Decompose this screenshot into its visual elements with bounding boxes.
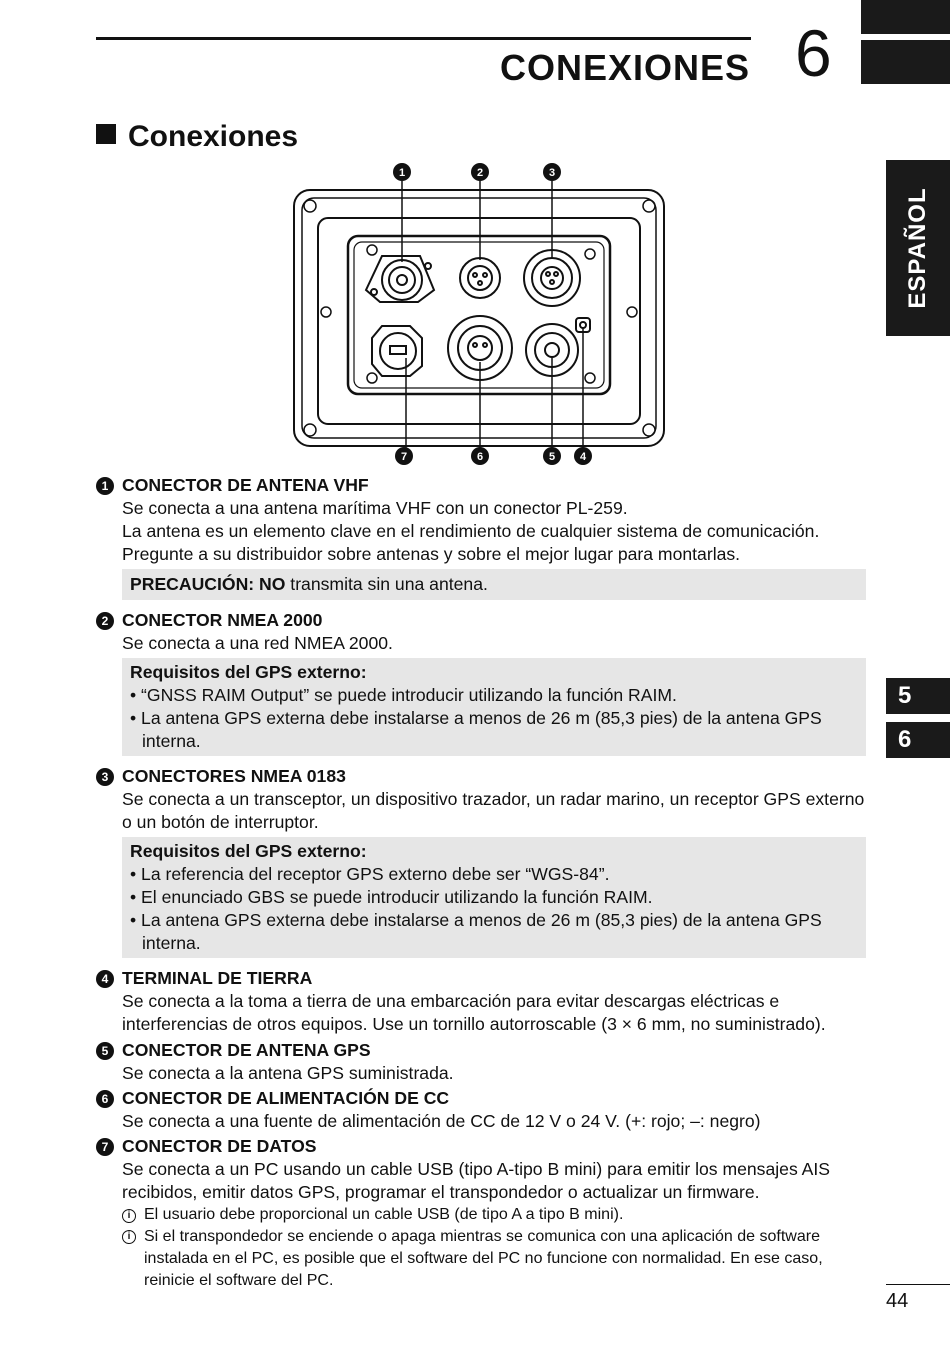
chapter-tab-6: 6 <box>886 722 950 758</box>
nmea0183-connector <box>524 250 580 306</box>
page-number: 44 <box>886 1290 909 1312</box>
callout-6: 6 <box>476 451 484 463</box>
chapter-title: CONEXIONES <box>499 47 750 88</box>
item-text: Se conecta a una fuente de alimentación de CC de 12 V o 24 V. (+: rojo; –: negro) <box>122 1111 761 1131</box>
section-square-icon <box>96 124 116 144</box>
info-note: i Si el transpondedor se enciende o apaga mientras se comunica con una aplicación de software instalada en el PC, es posible que el software del PC no funcione con normalidad. En ese caso, reinicie el software del PC. <box>96 1226 866 1292</box>
callout-5: 5 <box>548 451 556 463</box>
callout-1: 1 <box>398 167 406 179</box>
item-dc-power <box>96 1087 866 1133</box>
item-title: CONECTOR DE ANTENA GPS <box>122 1040 371 1060</box>
item-text: Se conecta a una antena marítima VHF con un conector PL-259. <box>122 498 628 518</box>
item-nmea0183 <box>96 765 866 958</box>
callout-2: 2 <box>476 167 484 179</box>
note-title: Requisitos del GPS externo: <box>130 841 367 861</box>
note-bullet: • “GNSS RAIM Output” se puede introducir utilizando la función RAIM. <box>130 685 677 705</box>
item-title: CONECTOR DE ALIMENTACIÓN DE CC <box>122 1088 450 1108</box>
item-gps-antenna <box>96 1039 866 1085</box>
nmea2000-connector <box>460 258 500 298</box>
item-text: Se conecta a un PC usando un cable USB (tipo A-tipo B mini) para emitir los mensajes AIS recibidos, emitir datos GPS, programar el transpondedor o actualizar un firmware. <box>122 1159 831 1202</box>
connector-panel-diagram <box>280 158 680 470</box>
callout-4: 4 <box>579 451 587 463</box>
item-number-icon: 2 <box>96 612 114 630</box>
note-title: Requisitos del GPS externo: <box>130 662 367 682</box>
language-tab: ESPAÑOL <box>886 160 950 336</box>
item-vhf-antenna <box>96 474 866 600</box>
caution-box: PRECAUCIÓN: NO transmita sin una antena. <box>122 569 866 600</box>
note-bullet: • La antena GPS externa debe instalarse a menos de 26 m (85,3 pies) de la antena GPS interna. <box>130 708 822 751</box>
footer-rule <box>886 1284 950 1285</box>
info-icon: i <box>122 1209 136 1223</box>
callout-3: 3 <box>548 167 556 179</box>
note-bullet: • La antena GPS externa debe instalarse a menos de 26 m (85,3 pies) de la antena GPS interna. <box>130 910 822 953</box>
item-text: Se conecta a la toma a tierra de una embarcación para evitar descargas eléctricas e interferencias de otros equipos. Use un tornillo autorroscable (3 × 6 mm, no suministrado). <box>122 991 826 1034</box>
panel-outer <box>294 190 664 446</box>
gps-requirements-box <box>122 658 866 756</box>
item-text: Se conecta a la antena GPS suministrada. <box>122 1063 454 1083</box>
item-text: Pregunte a su distribuidor sobre antenas y sobre el mejor lugar para montarlas. <box>122 544 741 564</box>
item-text: Se conecta a una red NMEA 2000. <box>122 633 393 653</box>
item-title: CONECTORES NMEA 0183 <box>122 766 346 786</box>
info-note: i El usuario debe proporcional un cable USB (de tipo A a tipo B mini). <box>96 1204 866 1226</box>
chapter-tab-5: 5 <box>886 678 950 714</box>
note-bullet: • La referencia del receptor GPS externo debe ser “WGS-84”. <box>130 864 610 884</box>
item-title: TERMINAL DE TIERRA <box>122 968 313 988</box>
item-title: CONECTOR NMEA 2000 <box>122 610 323 630</box>
item-number-icon: 7 <box>96 1138 114 1156</box>
header-block-bottom <box>861 40 950 84</box>
item-nmea2000 <box>96 609 866 756</box>
item-text: La antena es un elemento clave en el rendimiento de cualquier sistema de comunicación. <box>122 521 820 541</box>
data-connector <box>372 326 422 376</box>
vhf-connector <box>366 256 434 302</box>
chapter-number: 6 <box>795 16 832 90</box>
note-bullet: • El enunciado GBS se puede introducir utilizando la función RAIM. <box>130 887 653 907</box>
item-text: Se conecta a un transceptor, un dispositivo trazador, un radar marino, un receptor GPS externo o un botón de interruptor. <box>122 789 865 832</box>
item-title: CONECTOR DE ANTENA VHF <box>122 475 369 495</box>
item-ground-terminal <box>96 967 866 1036</box>
gps-requirements-box <box>122 837 866 958</box>
item-number-icon: 5 <box>96 1042 114 1060</box>
header-block-top <box>861 0 950 34</box>
callout-7: 7 <box>400 451 408 463</box>
item-number-icon: 4 <box>96 970 114 988</box>
item-number-icon: 3 <box>96 768 114 786</box>
info-icon: i <box>122 1230 136 1244</box>
item-data-connector <box>96 1135 866 1292</box>
item-title: CONECTOR DE DATOS <box>122 1136 317 1156</box>
header-rule <box>96 37 751 40</box>
section-title: Conexiones <box>96 120 298 154</box>
item-number-icon: 1 <box>96 477 114 495</box>
item-number-icon: 6 <box>96 1090 114 1108</box>
